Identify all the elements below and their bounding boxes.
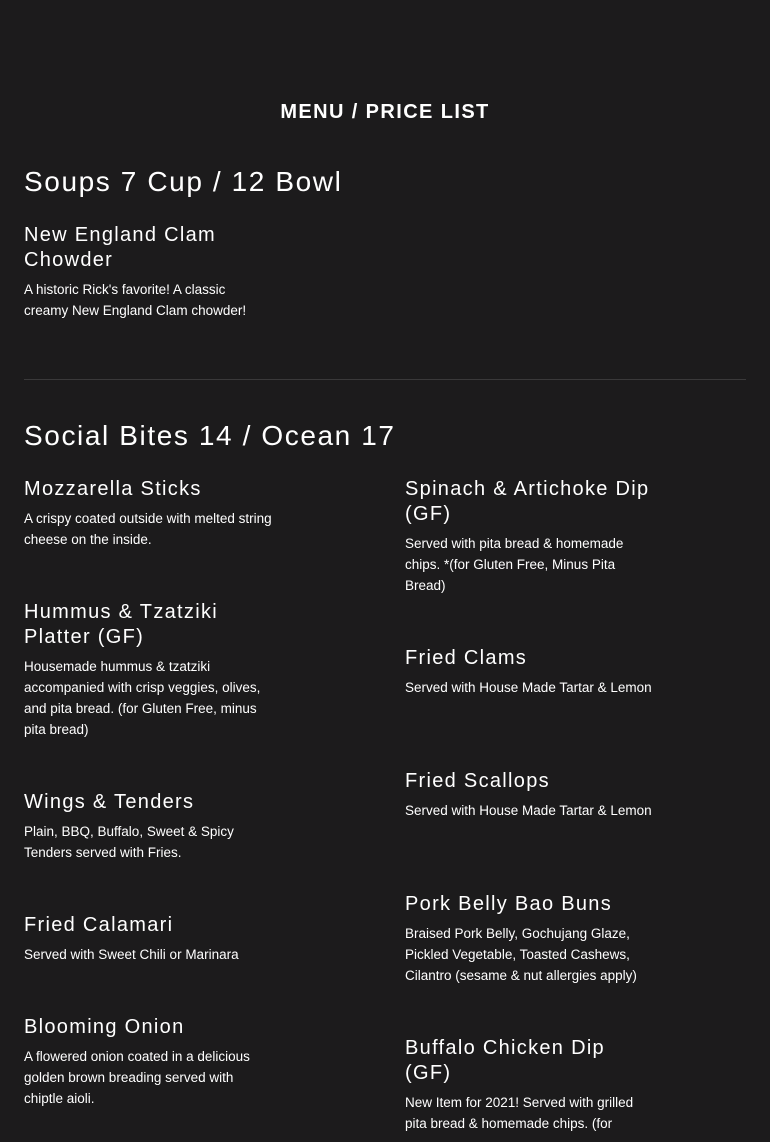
menu-item-name: Fried Calamari (24, 914, 174, 936)
menu-item-name: Pork Belly Bao Buns (405, 893, 613, 915)
menu-item (24, 600, 272, 740)
menu-item-name: Hummus & Tzatziki Platter (GF) (24, 601, 218, 648)
menu-item-description: A historic Rick's favorite! A classic creamy New England Clam chowder! (24, 282, 247, 318)
menu-item (405, 769, 653, 821)
menu-item (405, 892, 653, 986)
section-divider (24, 379, 746, 380)
menu-item (405, 646, 653, 698)
menu-item (24, 790, 272, 863)
page-title: MENU / PRICE LIST (280, 101, 490, 123)
menu-item (24, 223, 272, 321)
menu-item-description: New Item for 2021! Served with grilled pita bread & homemade chips. (for (405, 1095, 634, 1131)
menu-item (24, 913, 272, 965)
menu-item-name: New England Clam Chowder (24, 224, 216, 271)
menu-item-name: Buffalo Chicken Dip (GF) (405, 1037, 605, 1084)
menu-item-description: Served with House Made Tartar & Lemon (405, 680, 652, 695)
menu-item-name: Spinach & Artichoke Dip (GF) (405, 478, 650, 525)
soups-section-title: Soups 7 Cup / 12 Bowl (24, 166, 343, 197)
menu-item-name: Blooming Onion (24, 1016, 185, 1038)
menu-item-description: Braised Pork Belly, Gochujang Glaze, Pickled Vegetable, Toasted Cashews, Cilantro (sesame & nut allergies apply) (405, 926, 637, 983)
menu-item-description: Served with pita bread & homemade chips. *(for Gluten Free, Minus Pita Bread) (405, 536, 624, 593)
menu-item-description: Served with Sweet Chili or Marinara (24, 947, 239, 962)
menu-item-name: Wings & Tenders (24, 791, 195, 813)
menu-item-description: A crispy coated outside with melted string cheese on the inside. (24, 511, 272, 547)
menu-item (405, 477, 653, 596)
social-bites-section-title: Social Bites 14 / Ocean 17 (24, 420, 396, 451)
menu-item-name: Mozzarella Sticks (24, 478, 202, 500)
menu-item-description: A flowered onion coated in a delicious golden brown breading served with chiptle aioli. (24, 1049, 250, 1106)
menu-item-description: Served with House Made Tartar & Lemon (405, 803, 652, 818)
menu-item-name: Fried Scallops (405, 770, 550, 792)
menu-item (24, 477, 272, 550)
menu-item-description: Plain, BBQ, Buffalo, Sweet & Spicy Tenders served with Fries. (24, 824, 234, 860)
menu-item (24, 1015, 272, 1109)
menu-item-name: Fried Clams (405, 647, 528, 669)
menu-item (405, 1036, 653, 1134)
menu-item-description: Housemade hummus & tzatziki accompanied with crisp veggies, olives, and pita bread. (for Gluten Free, minus pita bread) (24, 659, 261, 737)
